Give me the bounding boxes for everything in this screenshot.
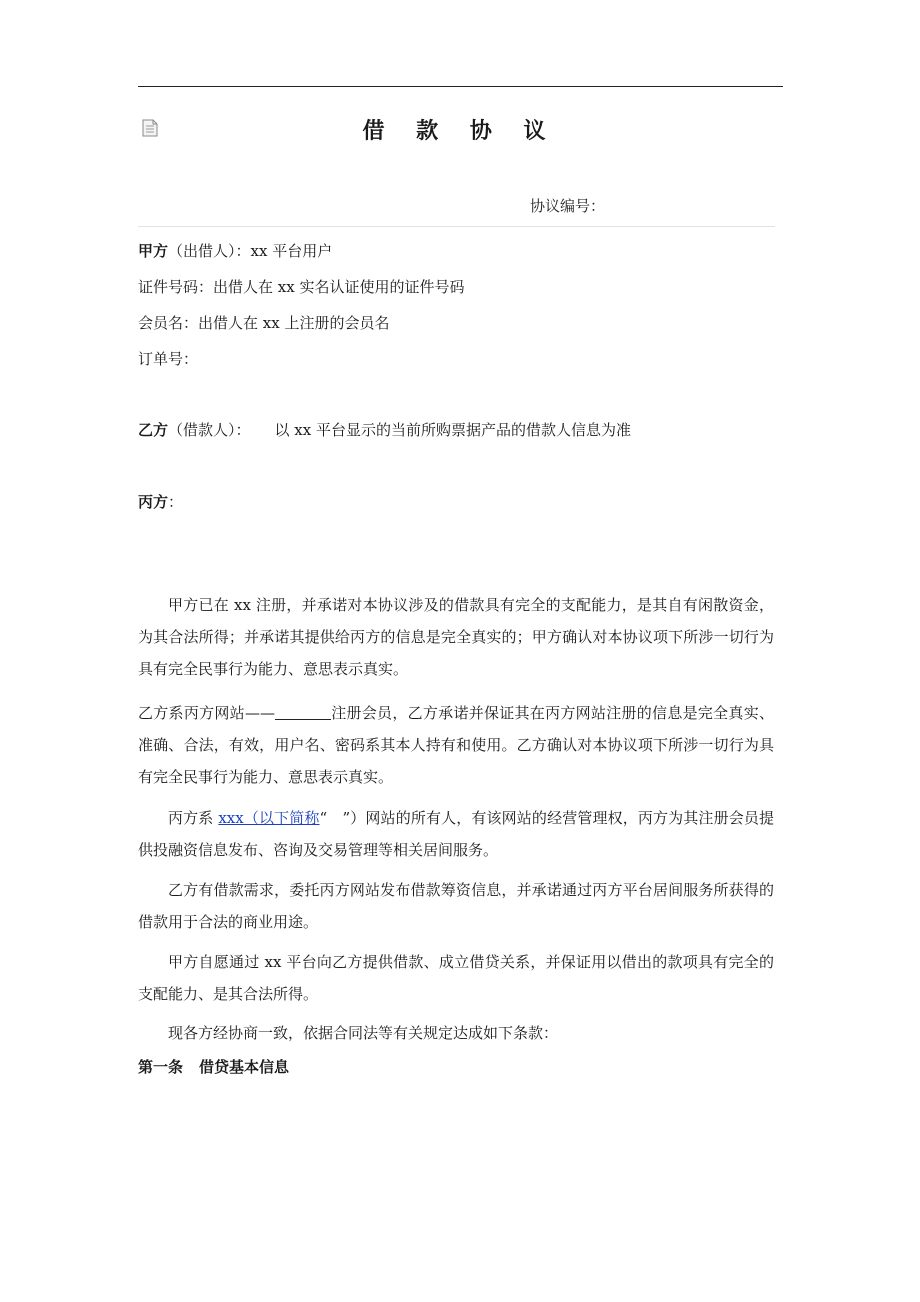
article-1-heading <box>138 1056 289 1077</box>
paragraph-party-b-start: 乙方系丙方网站—— <box>138 704 275 722</box>
paragraph-lending: 甲方自愿通过 xx 平台向乙方提供借款、成立借贷关系，并保证用以借出的款项具有完全的支配能力、是其合法所得。 <box>138 953 774 1003</box>
paragraph-party-b <box>138 697 774 793</box>
party-b-value: 以 xx 平台显示的当前所购票据产品的借款人信息为准 <box>274 421 631 439</box>
party-b-role: （借款人）： <box>168 421 251 439</box>
article-number: 第一条 <box>138 1058 184 1076</box>
blank-underline <box>275 702 331 720</box>
section-divider <box>138 226 775 227</box>
party-a-text: （出借人）：xx 平台用户 <box>168 242 333 260</box>
order-number-line: 订单号： <box>138 350 199 368</box>
party-b-label: 乙方 <box>138 421 169 439</box>
document-title: 借 款 协 议 <box>362 119 558 144</box>
article-title: 借贷基本信息 <box>199 1058 290 1076</box>
agreement-number-label: 协议编号： <box>530 197 606 215</box>
paragraph-party-b-rest: 注册会员，乙方承诺并保证其在丙方网站注册的信息是完全真实、准确、合法，有效，用户名、密码系其本人持有和使用。乙方确认对本协议项下所涉一切行为具有完全民事行为能力、意思表示真实。 <box>138 704 774 786</box>
paragraph-party-c-start: 丙方系 <box>168 809 219 827</box>
paragraph-agreement: 现各方经协商一致，依据合同法等有关规定达成如下条款： <box>168 1024 559 1042</box>
id-number-line: 证件号码：出借人在 xx 实名认证使用的证件号码 <box>138 278 465 296</box>
platform-link[interactable]: xxx（以下简称 <box>218 809 320 827</box>
party-a-label: 甲方 <box>138 242 169 260</box>
party-a-line <box>138 240 332 261</box>
party-c-label: 丙方 <box>138 493 169 511</box>
party-b-line <box>138 419 631 440</box>
party-c-line <box>138 491 183 512</box>
paragraph-party-c-rest: “ ”）网站的所有人，有该网站的经营管理权，丙方为其注册会员提供投融资信息发布、咨询及交易管理等相关居间服务。 <box>138 809 774 859</box>
paragraph-party-c <box>138 802 774 866</box>
paragraph-loan-need: 乙方有借款需求，委托丙方网站发布借款筹资信息，并承诺通过丙方平台居间服务所获得的借款用于合法的商业用途。 <box>138 881 774 931</box>
member-name-line: 会员名：出借人在 xx 上注册的会员名 <box>138 314 390 332</box>
paragraph-party-a: 甲方已在 xx 注册，并承诺对本协议涉及的借款具有完全的支配能力，是其自有闲散资金，为其合法所得；并承诺其提供给丙方的信息是完全真实的；甲方确认对本协议项下所涉一切行为具有完全民事行为能力、意思表示真实。 <box>138 596 774 678</box>
party-c-colon: ： <box>168 493 184 511</box>
header-rule <box>138 86 783 87</box>
